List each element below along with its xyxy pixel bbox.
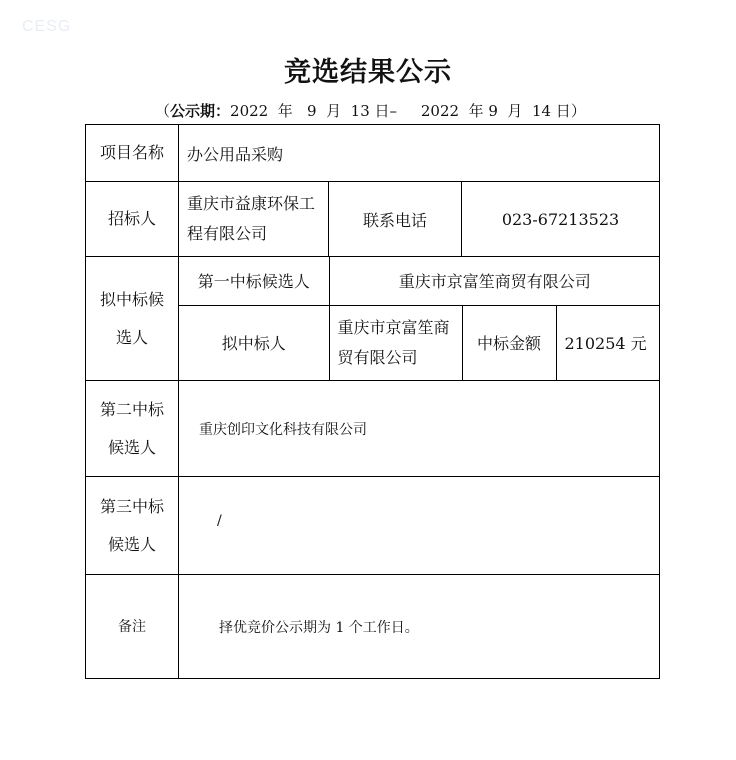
candidate-subtable bbox=[179, 257, 660, 380]
publicity-period bbox=[155, 100, 586, 121]
remark-value: 择优竞价公示期为 1 个工作日。 bbox=[179, 575, 660, 679]
row-remark bbox=[86, 575, 660, 679]
winner-value: 重庆市京富笙商贸有限公司 bbox=[329, 305, 462, 380]
row-candidate bbox=[86, 257, 660, 381]
period-dates: 2022 年 9 月 13 日– 2022 年 9 月 14 日 bbox=[230, 102, 571, 120]
third-candidate-value: / bbox=[179, 477, 660, 575]
row-third bbox=[86, 477, 660, 575]
first-candidate-label: 第一中标候选人 bbox=[179, 257, 329, 305]
second-candidate-value: 重庆创印文化科技有限公司 bbox=[179, 381, 660, 477]
result-table bbox=[85, 124, 660, 679]
first-candidate-value: 重庆市京富笙商贸有限公司 bbox=[329, 257, 660, 305]
row-second bbox=[86, 381, 660, 477]
project-name-value: 办公用品采购 bbox=[179, 125, 660, 182]
period-open: （ bbox=[155, 102, 171, 120]
bidder-label: 招标人 bbox=[86, 182, 179, 257]
candidate-detail bbox=[179, 257, 660, 381]
winner-label: 拟中标人 bbox=[179, 305, 329, 380]
phone-value: 023-67213523 bbox=[462, 182, 660, 257]
third-candidate-label: 第三中标候选人 bbox=[86, 477, 179, 575]
phone-label: 联系电话 bbox=[329, 182, 462, 257]
bidder-value: 重庆市益康环保工程有限公司 bbox=[179, 182, 329, 257]
project-name-label: 项目名称 bbox=[86, 125, 179, 182]
period-close: ） bbox=[570, 102, 586, 120]
amount-value: 210254 元 bbox=[556, 305, 660, 380]
watermark-logo: CESG bbox=[22, 18, 72, 35]
remark-label: 备注 bbox=[86, 575, 179, 679]
row-project bbox=[86, 125, 660, 182]
period-label: 公示期： bbox=[170, 102, 231, 120]
candidate-label: 拟中标候选人 bbox=[86, 257, 179, 381]
page-title: 竞选结果公示 bbox=[284, 57, 452, 88]
amount-label: 中标金额 bbox=[462, 305, 556, 380]
row-bidder bbox=[86, 182, 660, 257]
second-candidate-label: 第二中标候选人 bbox=[86, 381, 179, 477]
